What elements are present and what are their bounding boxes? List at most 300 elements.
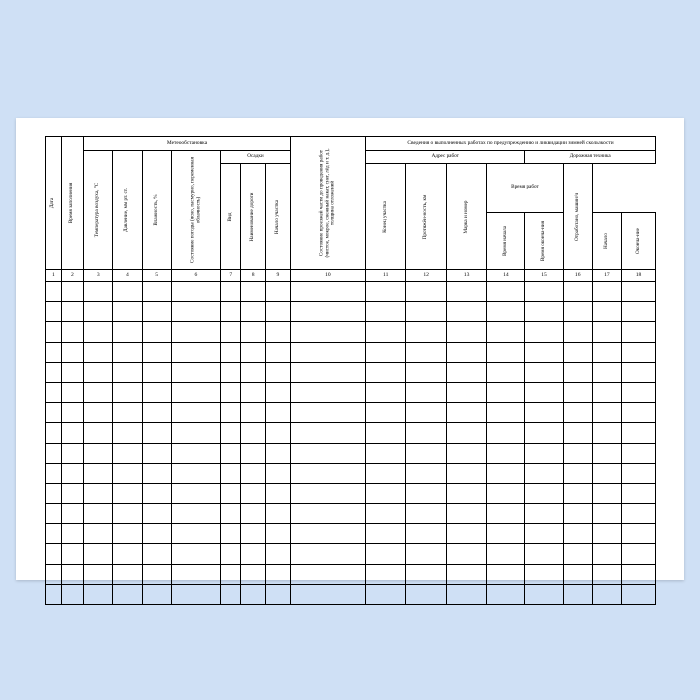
- table-cell[interactable]: [290, 342, 365, 362]
- header-road-name: Наименование дороги: [241, 164, 266, 270]
- column-number-4: 4: [113, 270, 142, 282]
- table-row: [46, 342, 656, 362]
- table-cell[interactable]: [446, 282, 486, 302]
- table-cell[interactable]: [113, 403, 142, 423]
- table-cell[interactable]: [290, 443, 365, 463]
- table-cell[interactable]: [563, 302, 592, 322]
- table-cell[interactable]: [525, 282, 563, 302]
- table-cell[interactable]: [290, 524, 365, 544]
- table-cell[interactable]: [46, 423, 62, 443]
- table-cell[interactable]: [46, 443, 62, 463]
- table-cell[interactable]: [171, 382, 220, 402]
- table-cell[interactable]: [592, 423, 621, 443]
- table-row: [46, 524, 656, 544]
- table-cell[interactable]: [563, 584, 592, 604]
- table-cell[interactable]: [487, 443, 525, 463]
- table-cell[interactable]: [221, 423, 241, 443]
- table-cell[interactable]: [221, 584, 241, 604]
- table-cell[interactable]: [84, 302, 113, 322]
- table-cell[interactable]: [563, 382, 592, 402]
- table-cell[interactable]: [592, 483, 621, 503]
- table-cell[interactable]: [84, 282, 113, 302]
- column-number-2: 2: [61, 270, 83, 282]
- table-cell[interactable]: [266, 342, 291, 362]
- table-cell[interactable]: [171, 403, 220, 423]
- table-cell[interactable]: [61, 423, 83, 443]
- table-cell[interactable]: [241, 483, 266, 503]
- table-cell[interactable]: [46, 362, 62, 382]
- table-cell[interactable]: [406, 403, 446, 423]
- table-cell[interactable]: [241, 544, 266, 564]
- table-cell[interactable]: [171, 443, 220, 463]
- table-cell[interactable]: [84, 382, 113, 402]
- table-cell[interactable]: [406, 342, 446, 362]
- table-cell[interactable]: [366, 544, 406, 564]
- table-cell[interactable]: [487, 403, 525, 423]
- table-cell[interactable]: [266, 584, 291, 604]
- table-cell[interactable]: [525, 322, 563, 342]
- table-cell[interactable]: [221, 302, 241, 322]
- table-cell[interactable]: [366, 564, 406, 584]
- table-cell[interactable]: [171, 483, 220, 503]
- table-cell[interactable]: [61, 322, 83, 342]
- table-cell[interactable]: [84, 564, 113, 584]
- table-cell[interactable]: [406, 463, 446, 483]
- table-cell[interactable]: [221, 524, 241, 544]
- table-cell[interactable]: [221, 544, 241, 564]
- table-cell[interactable]: [61, 342, 83, 362]
- table-cell[interactable]: [446, 483, 486, 503]
- table-cell[interactable]: [61, 282, 83, 302]
- table-cell[interactable]: [487, 564, 525, 584]
- table-cell[interactable]: [266, 403, 291, 423]
- table-cell[interactable]: [266, 423, 291, 443]
- table-cell[interactable]: [622, 443, 656, 463]
- table-cell[interactable]: [61, 483, 83, 503]
- table-cell[interactable]: [366, 362, 406, 382]
- table-cell[interactable]: [46, 584, 62, 604]
- table-cell[interactable]: [84, 362, 113, 382]
- table-cell[interactable]: [113, 524, 142, 544]
- table-cell[interactable]: [84, 524, 113, 544]
- table-cell[interactable]: [113, 282, 142, 302]
- table-cell[interactable]: [46, 483, 62, 503]
- table-cell[interactable]: [113, 302, 142, 322]
- table-cell[interactable]: [487, 423, 525, 443]
- table-cell[interactable]: [46, 504, 62, 524]
- table-cell[interactable]: [525, 544, 563, 564]
- table-cell[interactable]: [84, 423, 113, 443]
- table-cell[interactable]: [592, 524, 621, 544]
- table-cell[interactable]: [563, 322, 592, 342]
- table-cell[interactable]: [241, 342, 266, 362]
- table-cell[interactable]: [406, 504, 446, 524]
- table-cell[interactable]: [266, 544, 291, 564]
- table-cell[interactable]: [525, 524, 563, 544]
- table-cell[interactable]: [487, 382, 525, 402]
- table-cell[interactable]: [171, 564, 220, 584]
- table-cell[interactable]: [84, 504, 113, 524]
- table-cell[interactable]: [171, 463, 220, 483]
- table-cell[interactable]: [487, 362, 525, 382]
- table-cell[interactable]: [221, 282, 241, 302]
- table-cell[interactable]: [446, 322, 486, 342]
- table-cell[interactable]: [622, 282, 656, 302]
- table-cell[interactable]: [366, 322, 406, 342]
- header-section-end: Конец участка: [366, 164, 406, 270]
- table-cell[interactable]: [592, 362, 621, 382]
- table-cell[interactable]: [61, 504, 83, 524]
- table-cell[interactable]: [221, 403, 241, 423]
- table-cell[interactable]: [406, 544, 446, 564]
- table-cell[interactable]: [142, 524, 171, 544]
- header-section-start: Начало участка: [266, 164, 291, 270]
- table-cell[interactable]: [622, 584, 656, 604]
- table-cell[interactable]: [241, 382, 266, 402]
- table-cell[interactable]: [563, 443, 592, 463]
- table-cell[interactable]: [406, 443, 446, 463]
- table-cell[interactable]: [406, 564, 446, 584]
- table-cell[interactable]: [592, 504, 621, 524]
- table-cell[interactable]: [563, 524, 592, 544]
- table-cell[interactable]: [221, 463, 241, 483]
- table-cell[interactable]: [142, 362, 171, 382]
- table-cell[interactable]: [290, 282, 365, 302]
- table-cell[interactable]: [142, 322, 171, 342]
- table-cell[interactable]: [592, 463, 621, 483]
- table-cell[interactable]: [406, 322, 446, 342]
- table-cell[interactable]: [592, 282, 621, 302]
- table-cell[interactable]: [46, 403, 62, 423]
- table-cell[interactable]: [487, 322, 525, 342]
- table-cell[interactable]: [525, 584, 563, 604]
- table-cell[interactable]: [622, 463, 656, 483]
- table-cell[interactable]: [406, 584, 446, 604]
- table-cell[interactable]: [446, 423, 486, 443]
- table-cell[interactable]: [622, 382, 656, 402]
- table-cell[interactable]: [563, 483, 592, 503]
- table-cell[interactable]: [290, 544, 365, 564]
- table-cell[interactable]: [61, 463, 83, 483]
- table-cell[interactable]: [113, 584, 142, 604]
- table-cell[interactable]: [525, 564, 563, 584]
- table-cell[interactable]: [241, 403, 266, 423]
- table-cell[interactable]: [366, 584, 406, 604]
- table-cell[interactable]: [84, 544, 113, 564]
- table-cell[interactable]: [142, 544, 171, 564]
- table-cell[interactable]: [142, 403, 171, 423]
- table-cell[interactable]: [84, 463, 113, 483]
- column-number-14: 14: [487, 270, 525, 282]
- table-cell[interactable]: [525, 504, 563, 524]
- table-cell[interactable]: [171, 544, 220, 564]
- table-cell[interactable]: [84, 322, 113, 342]
- table-cell[interactable]: [61, 564, 83, 584]
- table-cell[interactable]: [290, 584, 365, 604]
- table-cell[interactable]: [266, 443, 291, 463]
- table-cell[interactable]: [241, 322, 266, 342]
- table-cell[interactable]: [46, 322, 62, 342]
- table-cell[interactable]: [61, 544, 83, 564]
- table-cell[interactable]: [622, 504, 656, 524]
- table-cell[interactable]: [563, 342, 592, 362]
- table-cell[interactable]: [221, 483, 241, 503]
- table-cell[interactable]: [446, 342, 486, 362]
- table-cell[interactable]: [221, 504, 241, 524]
- table-cell[interactable]: [142, 382, 171, 402]
- table-cell[interactable]: [113, 342, 142, 362]
- table-cell[interactable]: [142, 504, 171, 524]
- table-cell[interactable]: [84, 584, 113, 604]
- table-cell[interactable]: [563, 504, 592, 524]
- table-cell[interactable]: [84, 403, 113, 423]
- table-cell[interactable]: [241, 524, 266, 544]
- table-cell[interactable]: [406, 282, 446, 302]
- table-cell[interactable]: [592, 443, 621, 463]
- table-cell[interactable]: [241, 423, 266, 443]
- table-cell[interactable]: [266, 382, 291, 402]
- table-cell[interactable]: [241, 362, 266, 382]
- table-cell[interactable]: [61, 584, 83, 604]
- table-cell[interactable]: [61, 382, 83, 402]
- table-cell[interactable]: [563, 463, 592, 483]
- table-cell[interactable]: [290, 362, 365, 382]
- table-cell[interactable]: [446, 524, 486, 544]
- table-cell[interactable]: [406, 423, 446, 443]
- table-cell[interactable]: [563, 544, 592, 564]
- table-cell[interactable]: [406, 302, 446, 322]
- table-cell[interactable]: [563, 403, 592, 423]
- table-cell[interactable]: [406, 524, 446, 544]
- table-cell[interactable]: [61, 362, 83, 382]
- table-cell[interactable]: [266, 362, 291, 382]
- table-cell[interactable]: [622, 423, 656, 443]
- table-cell[interactable]: [366, 403, 406, 423]
- table-cell[interactable]: [46, 463, 62, 483]
- table-cell[interactable]: [266, 282, 291, 302]
- table-cell[interactable]: [221, 564, 241, 584]
- table-cell[interactable]: [171, 322, 220, 342]
- table-cell[interactable]: [487, 282, 525, 302]
- table-cell[interactable]: [366, 443, 406, 463]
- table-cell[interactable]: [290, 302, 365, 322]
- table-cell[interactable]: [46, 524, 62, 544]
- table-cell[interactable]: [366, 483, 406, 503]
- table-cell[interactable]: [525, 483, 563, 503]
- table-cell[interactable]: [171, 282, 220, 302]
- table-cell[interactable]: [266, 483, 291, 503]
- table-cell[interactable]: [592, 544, 621, 564]
- table-cell[interactable]: [290, 463, 365, 483]
- table-cell[interactable]: [61, 443, 83, 463]
- table-cell[interactable]: [592, 584, 621, 604]
- table-cell[interactable]: [525, 403, 563, 423]
- table-cell[interactable]: [622, 362, 656, 382]
- table-cell[interactable]: [241, 584, 266, 604]
- table-cell[interactable]: [171, 524, 220, 544]
- table-cell[interactable]: [366, 302, 406, 322]
- table-cell[interactable]: [46, 564, 62, 584]
- table-cell[interactable]: [446, 544, 486, 564]
- table-cell[interactable]: [592, 403, 621, 423]
- table-cell[interactable]: [525, 342, 563, 362]
- table-cell[interactable]: [622, 564, 656, 584]
- table-cell[interactable]: [142, 564, 171, 584]
- table-cell[interactable]: [487, 302, 525, 322]
- table-cell[interactable]: [290, 382, 365, 402]
- table-cell[interactable]: [446, 443, 486, 463]
- table-cell[interactable]: [446, 302, 486, 322]
- table-cell[interactable]: [290, 504, 365, 524]
- table-cell[interactable]: [525, 463, 563, 483]
- table-cell[interactable]: [142, 302, 171, 322]
- table-cell[interactable]: [622, 483, 656, 503]
- column-number-9: 9: [266, 270, 291, 282]
- table-cell[interactable]: [46, 544, 62, 564]
- table-cell[interactable]: [113, 544, 142, 564]
- table-cell[interactable]: [366, 524, 406, 544]
- table-cell[interactable]: [84, 483, 113, 503]
- table-cell[interactable]: [446, 504, 486, 524]
- table-cell[interactable]: [221, 342, 241, 362]
- table-cell[interactable]: [622, 403, 656, 423]
- table-cell[interactable]: [113, 443, 142, 463]
- table-cell[interactable]: [241, 463, 266, 483]
- table-cell[interactable]: [366, 282, 406, 302]
- table-cell[interactable]: [446, 403, 486, 423]
- table-cell[interactable]: [446, 463, 486, 483]
- table-cell[interactable]: [563, 362, 592, 382]
- table-cell[interactable]: [525, 362, 563, 382]
- header-group-precipitation: Осадки: [221, 151, 291, 164]
- table-cell[interactable]: [525, 423, 563, 443]
- table-cell[interactable]: [622, 524, 656, 544]
- table-cell[interactable]: [142, 282, 171, 302]
- table-cell[interactable]: [61, 524, 83, 544]
- table-cell[interactable]: [171, 504, 220, 524]
- table-cell[interactable]: [46, 382, 62, 402]
- table-cell[interactable]: [487, 342, 525, 362]
- table-cell[interactable]: [563, 564, 592, 584]
- table-cell[interactable]: [446, 564, 486, 584]
- table-cell[interactable]: [266, 524, 291, 544]
- table-cell[interactable]: [241, 282, 266, 302]
- header-hours-worked: Отработано, машин/ч: [563, 164, 592, 270]
- table-cell[interactable]: [142, 584, 171, 604]
- table-cell[interactable]: [563, 423, 592, 443]
- table-cell[interactable]: [525, 382, 563, 402]
- table-cell[interactable]: [290, 403, 365, 423]
- table-cell[interactable]: [406, 362, 446, 382]
- table-cell[interactable]: [592, 302, 621, 322]
- table-cell[interactable]: [221, 362, 241, 382]
- table-cell[interactable]: [142, 483, 171, 503]
- table-cell[interactable]: [113, 322, 142, 342]
- table-cell[interactable]: [113, 564, 142, 584]
- table-cell[interactable]: [113, 382, 142, 402]
- table-cell[interactable]: [592, 564, 621, 584]
- table-cell[interactable]: [366, 382, 406, 402]
- table-cell[interactable]: [113, 483, 142, 503]
- table-cell[interactable]: [142, 342, 171, 362]
- table-cell[interactable]: [266, 504, 291, 524]
- table-cell[interactable]: [366, 504, 406, 524]
- table-cell[interactable]: [487, 524, 525, 544]
- table-cell[interactable]: [113, 504, 142, 524]
- table-cell[interactable]: [446, 584, 486, 604]
- table-cell[interactable]: [487, 504, 525, 524]
- table-cell[interactable]: [46, 282, 62, 302]
- table-cell[interactable]: [366, 463, 406, 483]
- table-cell[interactable]: [171, 342, 220, 362]
- table-cell[interactable]: [46, 342, 62, 362]
- table-cell[interactable]: [61, 403, 83, 423]
- table-cell[interactable]: [84, 443, 113, 463]
- table-cell[interactable]: [142, 463, 171, 483]
- table-cell[interactable]: [266, 564, 291, 584]
- table-cell[interactable]: [622, 322, 656, 342]
- table-cell[interactable]: [113, 423, 142, 443]
- table-cell[interactable]: [446, 382, 486, 402]
- table-cell[interactable]: [266, 302, 291, 322]
- table-cell[interactable]: [171, 423, 220, 443]
- table-cell[interactable]: [142, 443, 171, 463]
- table-cell[interactable]: [487, 544, 525, 564]
- table-cell[interactable]: [46, 302, 62, 322]
- table-cell[interactable]: [221, 322, 241, 342]
- table-cell[interactable]: [61, 302, 83, 322]
- table-cell[interactable]: [290, 322, 365, 342]
- table-cell[interactable]: [525, 302, 563, 322]
- table-cell[interactable]: [241, 564, 266, 584]
- table-cell[interactable]: [622, 302, 656, 322]
- table-cell[interactable]: [622, 342, 656, 362]
- table-cell[interactable]: [266, 463, 291, 483]
- table-cell[interactable]: [622, 544, 656, 564]
- table-cell[interactable]: [290, 564, 365, 584]
- table-cell[interactable]: [171, 302, 220, 322]
- table-cell[interactable]: [592, 342, 621, 362]
- table-cell[interactable]: [241, 504, 266, 524]
- table-cell[interactable]: [487, 463, 525, 483]
- table-cell[interactable]: [290, 483, 365, 503]
- table-cell[interactable]: [113, 362, 142, 382]
- table-cell[interactable]: [142, 423, 171, 443]
- table-cell[interactable]: [406, 382, 446, 402]
- table-cell[interactable]: [366, 342, 406, 362]
- table-row: [46, 382, 656, 402]
- table-cell[interactable]: [113, 463, 142, 483]
- table-cell[interactable]: [241, 302, 266, 322]
- table-cell[interactable]: [171, 584, 220, 604]
- table-cell[interactable]: [446, 362, 486, 382]
- table-cell[interactable]: [290, 423, 365, 443]
- table-cell[interactable]: [241, 443, 266, 463]
- table-cell[interactable]: [84, 342, 113, 362]
- table-cell[interactable]: [563, 282, 592, 302]
- table-cell[interactable]: [406, 483, 446, 503]
- table-cell[interactable]: [171, 362, 220, 382]
- table-cell[interactable]: [487, 483, 525, 503]
- table-cell[interactable]: [221, 443, 241, 463]
- table-cell[interactable]: [592, 382, 621, 402]
- table-cell[interactable]: [366, 423, 406, 443]
- table-cell[interactable]: [487, 584, 525, 604]
- table-cell[interactable]: [525, 443, 563, 463]
- table-cell[interactable]: [221, 382, 241, 402]
- table-cell[interactable]: [592, 322, 621, 342]
- table-cell[interactable]: [266, 322, 291, 342]
